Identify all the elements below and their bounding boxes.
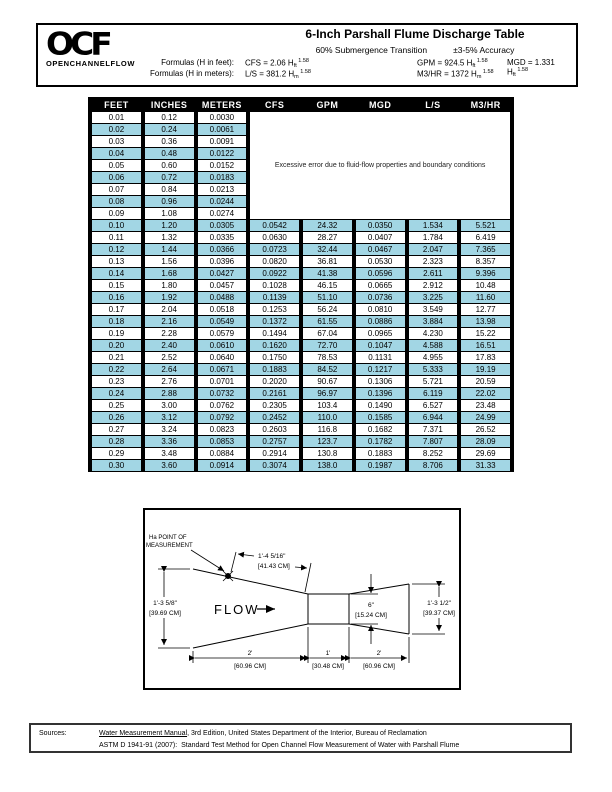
table-row	[92, 448, 510, 459]
table-cell: 1.784	[409, 232, 458, 243]
discharge-table	[88, 97, 514, 472]
table-cell: 0.1139	[250, 292, 299, 303]
table-cell: 0.04	[92, 148, 141, 159]
flow-label: FLOW	[214, 602, 260, 617]
table-cell: 0.1372	[250, 316, 299, 327]
table-cell: 0.20	[92, 340, 141, 351]
table-cell: 29.69	[461, 448, 510, 459]
table-cell: 0.0596	[356, 268, 405, 279]
header-subtitle	[258, 45, 572, 55]
table-row	[92, 460, 510, 471]
table-cell: 0.0665	[356, 280, 405, 291]
dim-bottom-left-cm-label: [60.96 CM]	[234, 663, 266, 670]
table-cell: 0.2757	[250, 436, 299, 447]
dim-converge-ft-label: 1'-4 5/16"	[258, 553, 286, 560]
table-cell: 3.48	[145, 448, 194, 459]
table-cell: 0.0030	[198, 112, 247, 123]
table-cell: 28.09	[461, 436, 510, 447]
table-cell: 90.67	[303, 376, 352, 387]
flume-diagram-box	[143, 508, 461, 690]
table-cell: 0.1131	[356, 352, 405, 363]
table-cell: 3.36	[145, 436, 194, 447]
table-cell: 20.59	[461, 376, 510, 387]
table-cell: 8.357	[461, 256, 510, 267]
page-title: 6-Inch Parshall Flume Discharge Table	[305, 27, 525, 41]
sources-box	[29, 723, 572, 753]
table-cell: 15.22	[461, 328, 510, 339]
table-cell: 26.52	[461, 424, 510, 435]
table-cell: 22.02	[461, 388, 510, 399]
table-cell: 0.0922	[250, 268, 299, 279]
table-row	[92, 268, 510, 279]
table-row	[92, 400, 510, 411]
table-cell: 0.0530	[356, 256, 405, 267]
table-cell: 0.0820	[250, 256, 299, 267]
table-cell: 2.912	[409, 280, 458, 291]
table-cell: 2.611	[409, 268, 458, 279]
table-cell: 96.97	[303, 388, 352, 399]
table-cell: 0.17	[92, 304, 141, 315]
table-cell: 0.1490	[356, 400, 405, 411]
table-cell: 4.230	[409, 328, 458, 339]
table-cell: 0.0396	[198, 256, 247, 267]
table-cell: 0.0467	[356, 244, 405, 255]
table-cell: 0.2305	[250, 400, 299, 411]
table-cell: 3.60	[145, 460, 194, 471]
table-cell: 2.64	[145, 364, 194, 375]
table-cell: 0.2020	[250, 376, 299, 387]
ha-point-label-line2: MEASUREMENT	[146, 543, 193, 549]
table-cell: 0.1585	[356, 412, 405, 423]
table-cell: 2.323	[409, 256, 458, 267]
table-cell: 0.0723	[250, 244, 299, 255]
table-row	[92, 388, 510, 399]
table-cell: 1.80	[145, 280, 194, 291]
col-header-ls: L/S	[409, 98, 458, 111]
table-cell: 0.1682	[356, 424, 405, 435]
table-cell: 0.0122	[198, 148, 247, 159]
dim-throat-cm-label: [15.24 CM]	[355, 612, 387, 619]
sources-label: Sources:	[39, 730, 67, 737]
table-cell: 3.884	[409, 316, 458, 327]
table-cell: 0.0335	[198, 232, 247, 243]
col-header-m3hr: M3/HR	[461, 98, 510, 111]
formula-m3hr: M3/HR = 1372 $H_m^{1.58}$	[417, 69, 494, 80]
table-cell: 1.20	[145, 220, 194, 231]
table-cell: 0.84	[145, 184, 194, 195]
table-cell: 0.1217	[356, 364, 405, 375]
table-cell: 0.0152	[198, 160, 247, 171]
ha-point-leader	[191, 550, 224, 571]
table-cell: 0.0183	[198, 172, 247, 183]
table-cell: 0.1494	[250, 328, 299, 339]
table-cell: 12.77	[461, 304, 510, 315]
table-cell: 0.02	[92, 124, 141, 135]
table-cell: 8.252	[409, 448, 458, 459]
table-cell: 0.21	[92, 352, 141, 363]
table-cell: 0.0350	[356, 220, 405, 231]
table-cell: 5.721	[409, 376, 458, 387]
table-cell: 2.047	[409, 244, 458, 255]
table-cell: 0.0579	[198, 328, 247, 339]
table-cell: 16.51	[461, 340, 510, 351]
table-row	[92, 376, 510, 387]
table-cell: 0.0549	[198, 316, 247, 327]
table-cell: 8.706	[409, 460, 458, 471]
formula-mgd: MGD = 1.331 $H_{ft}^{1.58}$	[507, 58, 555, 78]
table-cell: 0.12	[145, 112, 194, 123]
table-row	[92, 436, 510, 447]
table-cell: 9.396	[461, 268, 510, 279]
table-cell: 0.1306	[356, 376, 405, 387]
dim-bottom-mid-ft-label: 1'	[325, 650, 331, 657]
col-header-cfs: CFS	[250, 98, 299, 111]
table-cell: 0.0457	[198, 280, 247, 291]
table-cell: 0.11	[92, 232, 141, 243]
table-cell: 1.56	[145, 256, 194, 267]
table-cell: 123.7	[303, 436, 352, 447]
table-cell: 7.365	[461, 244, 510, 255]
dim-bottom-right-ft-label: 2'	[376, 650, 382, 657]
table-cell: 0.28	[92, 436, 141, 447]
table-cell: 7.807	[409, 436, 458, 447]
table-cell: 0.72	[145, 172, 194, 183]
dim-bottom-right-cm-label: [60.96 CM]	[363, 663, 395, 670]
table-cell: 17.83	[461, 352, 510, 363]
table-row	[92, 220, 510, 231]
table-cell: 2.76	[145, 376, 194, 387]
table-cell: 56.24	[303, 304, 352, 315]
table-cell: 11.60	[461, 292, 510, 303]
table-cell: 0.24	[92, 388, 141, 399]
table-cell: 0.0610	[198, 340, 247, 351]
formula-ls: L/S = 381.2 $H_m^{1.58}$	[245, 69, 311, 80]
table-cell: 10.48	[461, 280, 510, 291]
table-cell: 1.44	[145, 244, 194, 255]
table-cell: 2.88	[145, 388, 194, 399]
table-cell: 78.53	[303, 352, 352, 363]
table-cell: 4.955	[409, 352, 458, 363]
table-cell: 0.24	[145, 124, 194, 135]
table-cell: 1.32	[145, 232, 194, 243]
table-cell: 0.36	[145, 136, 194, 147]
table-cell: 5.333	[409, 364, 458, 375]
table-cell: 2.04	[145, 304, 194, 315]
table-cell: 1.92	[145, 292, 194, 303]
table-cell: 51.10	[303, 292, 352, 303]
table-cell: 0.48	[145, 148, 194, 159]
table-cell: 4.588	[409, 340, 458, 351]
table-cell: 41.38	[303, 268, 352, 279]
table-cell: 23.48	[461, 400, 510, 411]
table-cell: 0.26	[92, 412, 141, 423]
table-cell: 31.33	[461, 460, 510, 471]
table-cell: 1.534	[409, 220, 458, 231]
table-cell: 0.0810	[356, 304, 405, 315]
dim-bottom-lengths	[193, 627, 409, 663]
table-cell: 0.0091	[198, 136, 247, 147]
table-row	[92, 412, 510, 423]
col-header-meters: METERS	[198, 98, 247, 111]
table-cell: 0.15	[92, 280, 141, 291]
table-cell: 2.52	[145, 352, 194, 363]
table-cell: 24.32	[303, 220, 352, 231]
col-header-feet: FEET	[92, 98, 141, 111]
table-cell: 5.521	[461, 220, 510, 231]
table-row	[92, 304, 510, 315]
table-cell: 0.08	[92, 196, 141, 207]
dim-left-ft-label: 1'-3 5/8"	[153, 600, 177, 607]
dim-throat-ft-label: 6"	[368, 602, 374, 609]
table-cell: 0.0792	[198, 412, 247, 423]
col-header-gpm: GPM	[303, 98, 352, 111]
dim-bottom-mid-cm-label: [30.48 CM]	[312, 663, 344, 670]
table-row	[92, 292, 510, 303]
table-cell: 84.52	[303, 364, 352, 375]
table-cell: 0.2452	[250, 412, 299, 423]
table-cell: 0.06	[92, 172, 141, 183]
table-cell: 0.0305	[198, 220, 247, 231]
dim-right-cm-label: [39.37 CM]	[423, 610, 455, 617]
table-cell: 0.0274	[198, 208, 247, 219]
accuracy-text: ±3-5% Accuracy	[453, 45, 515, 55]
table-cell: 0.0762	[198, 400, 247, 411]
table-cell: 138.0	[303, 460, 352, 471]
table-cell: 0.0965	[356, 328, 405, 339]
table-cell: 6.944	[409, 412, 458, 423]
table-cell: 0.03	[92, 136, 141, 147]
table-cell: 2.16	[145, 316, 194, 327]
table-cell: 0.1987	[356, 460, 405, 471]
table-cell: 0.1620	[250, 340, 299, 351]
dim-converge-cm-label: [41.43 CM]	[258, 563, 290, 570]
table-cell: 0.0366	[198, 244, 247, 255]
table-cell: 0.2161	[250, 388, 299, 399]
dim-throat-width	[351, 574, 378, 644]
source-line-1: Water Measurement Manual, 3rd Edition, United States Department of the Interior, Bureau of Reclamation	[99, 730, 427, 737]
table-cell: 0.0542	[250, 220, 299, 231]
table-row	[92, 280, 510, 291]
table-cell: 0.3074	[250, 460, 299, 471]
table-cell: 0.60	[145, 160, 194, 171]
table-cell: 0.18	[92, 316, 141, 327]
table-cell: 0.1883	[250, 364, 299, 375]
table-cell: 0.10	[92, 220, 141, 231]
table-cell: 0.1047	[356, 340, 405, 351]
formula-cfs: CFS = 2.06 $H_{ft}^{1.58}$	[245, 58, 309, 69]
formula-gpm: GPM = 924.5 $H_{ft}^{1.58}$	[417, 58, 488, 69]
submergence-transition-text: 60% Submergence Transition	[315, 45, 428, 55]
table-cell: 3.24	[145, 424, 194, 435]
logo-acronym: OCF	[46, 25, 109, 63]
table-cell: 0.12	[92, 244, 141, 255]
table-cell: 67.04	[303, 328, 352, 339]
table-cell: 0.0488	[198, 292, 247, 303]
table-cell: 13.98	[461, 316, 510, 327]
table-cell: 0.0914	[198, 460, 247, 471]
table-cell: 0.0671	[198, 364, 247, 375]
table-cell: 0.0732	[198, 388, 247, 399]
header-box	[36, 23, 578, 87]
formulas-feet-label: Formulas (H in feet):	[161, 58, 234, 67]
table-row	[92, 424, 510, 435]
table-cell: 61.55	[303, 316, 352, 327]
logo-name: OPENCHANNELFLOW	[46, 59, 135, 68]
col-header-inches: INCHES	[145, 98, 194, 111]
table-cell: 32.44	[303, 244, 352, 255]
table-cell: 0.0886	[356, 316, 405, 327]
parshall-flume-diagram	[145, 510, 459, 688]
table-cell: 6.527	[409, 400, 458, 411]
table-cell: 0.0701	[198, 376, 247, 387]
table-cell: 0.2914	[250, 448, 299, 459]
table-cell: 0.07	[92, 184, 141, 195]
excessive-error-note: Excessive error due to fluid-flow properties and boundary conditions	[250, 112, 510, 219]
table-cell: 0.0630	[250, 232, 299, 243]
table-cell: 0.0213	[198, 184, 247, 195]
table-cell: 46.15	[303, 280, 352, 291]
table-cell: 7.371	[409, 424, 458, 435]
dim-bottom-left-ft-label: 2'	[247, 650, 253, 657]
source-line-2: ASTM D 1941-91 (2007): Standard Test Method for Open Channel Flow Measurement of Water with Parshall Flume	[99, 742, 460, 749]
ha-point-label-line1: Ha POINT OF	[149, 535, 187, 541]
table-cell: 0.1883	[356, 448, 405, 459]
table-cell: 0.19	[92, 328, 141, 339]
dim-left-cm-label: [39.69 CM]	[149, 610, 181, 617]
formulas-meters-label: Formulas (H in meters):	[149, 69, 234, 78]
table-row	[92, 316, 510, 327]
table-cell: 0.13	[92, 256, 141, 267]
table-cell: 0.16	[92, 292, 141, 303]
table-cell: 72.70	[303, 340, 352, 351]
table-cell: 0.96	[145, 196, 194, 207]
table-cell: 3.225	[409, 292, 458, 303]
table-cell: 0.25	[92, 400, 141, 411]
table-row	[92, 244, 510, 255]
table-cell: 6.419	[461, 232, 510, 243]
formulas-meters-row	[38, 69, 576, 80]
table-cell: 1.08	[145, 208, 194, 219]
table-cell: 19.19	[461, 364, 510, 375]
table-row	[92, 112, 510, 123]
table-cell: 116.8	[303, 424, 352, 435]
table-cell: 0.1782	[356, 436, 405, 447]
table-row	[92, 340, 510, 351]
table-cell: 0.23	[92, 376, 141, 387]
table-cell: 0.0244	[198, 196, 247, 207]
table-cell: 0.0427	[198, 268, 247, 279]
table-cell: 0.14	[92, 268, 141, 279]
table-cell: 0.29	[92, 448, 141, 459]
table-cell: 0.0884	[198, 448, 247, 459]
table-cell: 103.4	[303, 400, 352, 411]
table-cell: 3.00	[145, 400, 194, 411]
dim-right-ft-label: 1'-3 1/2"	[427, 600, 451, 607]
table-cell: 0.1028	[250, 280, 299, 291]
table-cell: 0.09	[92, 208, 141, 219]
table-cell: 0.0736	[356, 292, 405, 303]
table-cell: 0.01	[92, 112, 141, 123]
col-header-mgd: MGD	[356, 98, 405, 111]
table-cell: 6.119	[409, 388, 458, 399]
table-row	[92, 364, 510, 375]
table-cell: 110.0	[303, 412, 352, 423]
table-header-row	[92, 98, 510, 111]
table-cell: 3.12	[145, 412, 194, 423]
table-row	[92, 256, 510, 267]
table-cell: 0.0853	[198, 436, 247, 447]
table-cell: 0.0640	[198, 352, 247, 363]
table-row	[92, 328, 510, 339]
table-cell: 2.28	[145, 328, 194, 339]
table-cell: 0.05	[92, 160, 141, 171]
table-cell: 1.68	[145, 268, 194, 279]
table-cell: 0.0518	[198, 304, 247, 315]
table-cell: 0.1396	[356, 388, 405, 399]
table-cell: 24.99	[461, 412, 510, 423]
table-cell: 2.40	[145, 340, 194, 351]
table-row	[92, 232, 510, 243]
table-cell: 28.27	[303, 232, 352, 243]
table-cell: 0.30	[92, 460, 141, 471]
table-row	[92, 352, 510, 363]
table-cell: 0.0407	[356, 232, 405, 243]
table-cell: 0.1750	[250, 352, 299, 363]
table-cell: 36.81	[303, 256, 352, 267]
table-cell: 0.0061	[198, 124, 247, 135]
table-cell: 130.8	[303, 448, 352, 459]
table-cell: 0.0823	[198, 424, 247, 435]
table-cell: 3.549	[409, 304, 458, 315]
table-cell: 0.2603	[250, 424, 299, 435]
table-cell: 0.22	[92, 364, 141, 375]
table-cell: 0.1253	[250, 304, 299, 315]
table-cell: 0.27	[92, 424, 141, 435]
